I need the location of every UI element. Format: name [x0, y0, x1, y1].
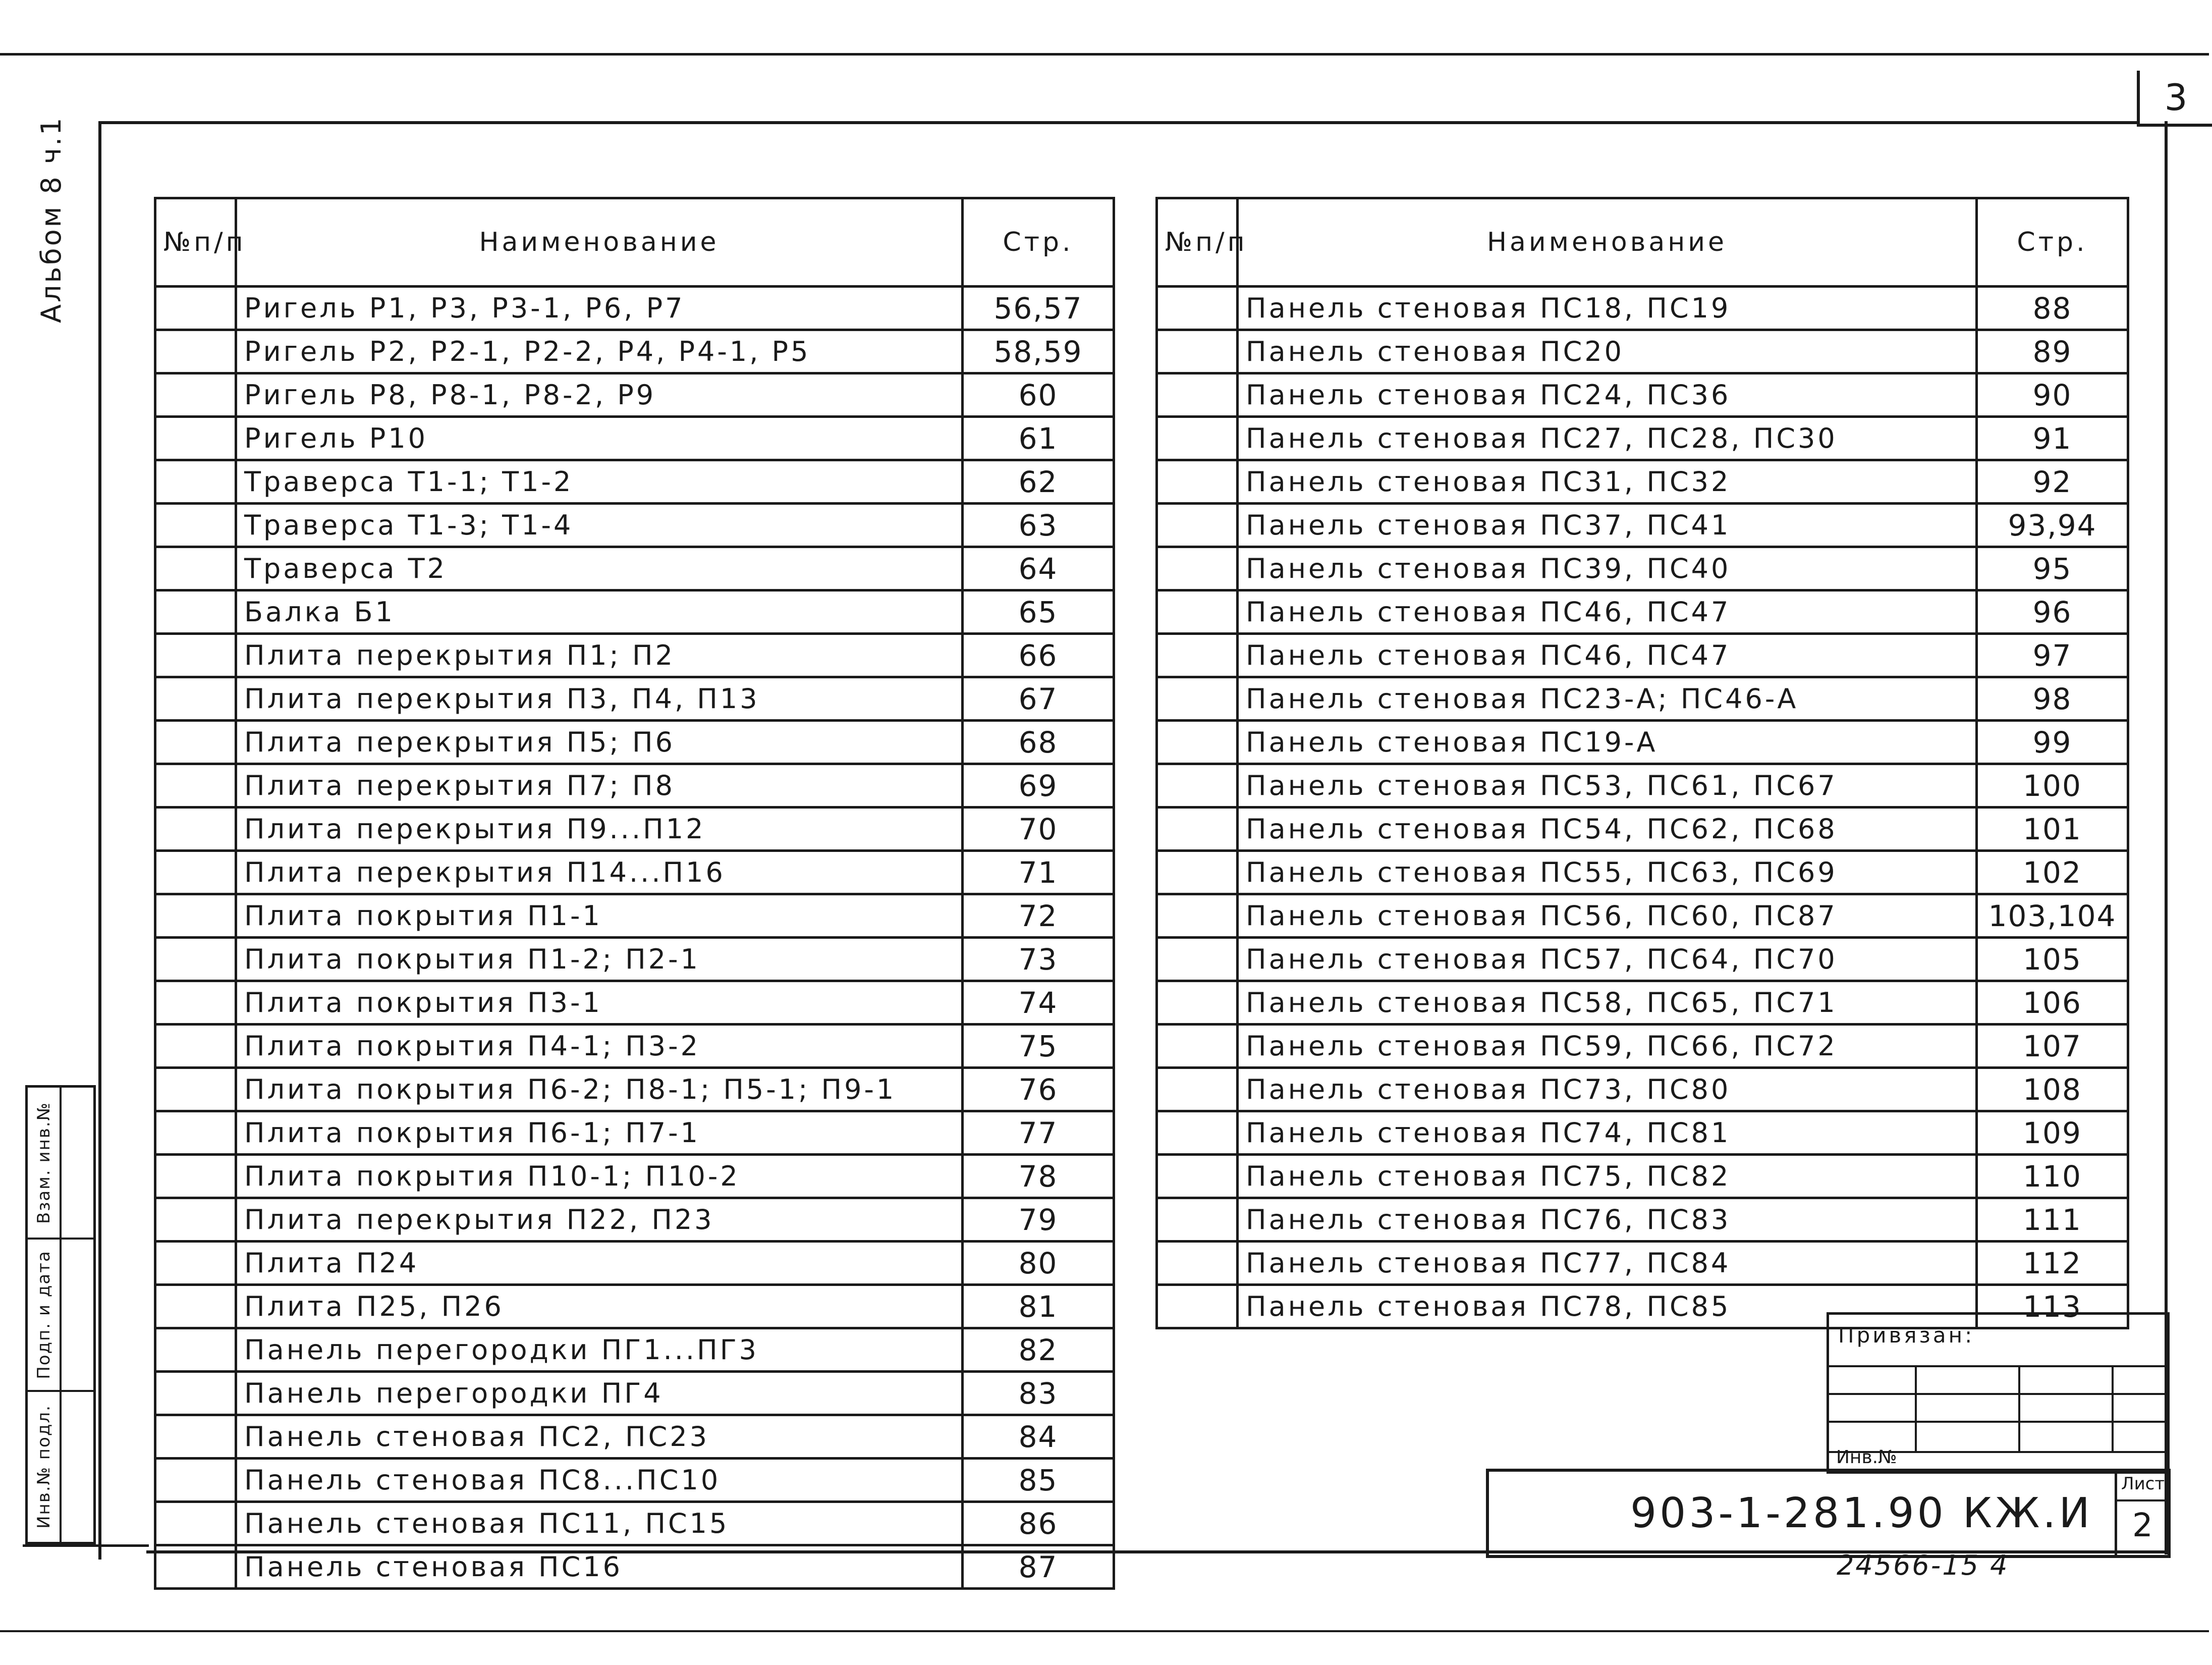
row-number-cell — [155, 1285, 236, 1328]
row-page-cell: 84 — [963, 1415, 1114, 1459]
row-page-cell: 71 — [963, 851, 1114, 894]
row-name-cell: Ригель Р1, Р3, Р3-1, Р6, Р7 — [236, 287, 963, 330]
table-row — [155, 1285, 1114, 1328]
row-name-cell: Ригель Р2, Р2-1, Р2-2, Р4, Р4-1, Р5 — [236, 330, 963, 373]
row-number-cell — [155, 1328, 236, 1372]
table-row — [1157, 808, 2128, 851]
row-number-cell — [155, 1545, 236, 1589]
table-row — [1157, 1111, 2128, 1155]
row-page-cell: 81 — [963, 1285, 1114, 1328]
table-row — [155, 1502, 1114, 1545]
binding-block — [1827, 1312, 2170, 1474]
row-name-cell: Панель стеновая ПС46, ПС47 — [1238, 590, 1977, 634]
title-block — [1486, 1469, 2171, 1558]
header-number: №п/п — [1157, 198, 1238, 287]
sheet-cell — [2115, 1472, 2168, 1555]
side-stamp-cell — [28, 1392, 60, 1542]
row-number-cell — [1157, 1198, 1238, 1242]
side-stamp-values — [62, 1088, 93, 1542]
row-name-cell: Панель стеновая ПС76, ПС83 — [1238, 1198, 1977, 1242]
table-row — [155, 1328, 1114, 1372]
row-name-cell: Плита перекрытия П3, П4, П13 — [236, 677, 963, 721]
side-stamp-labels — [28, 1088, 62, 1542]
table-row — [155, 894, 1114, 938]
row-page-cell: 113 — [1977, 1285, 2128, 1328]
table-row — [155, 504, 1114, 547]
table-row — [1157, 938, 2128, 981]
row-page-cell: 89 — [1977, 330, 2128, 373]
row-name-cell: Панель стеновая ПС24, ПС36 — [1238, 373, 1977, 417]
row-page-cell: 67 — [963, 677, 1114, 721]
row-name-cell: Плита покрытия П4-1; П3-2 — [236, 1025, 963, 1068]
row-name-cell: Панель стеновая ПС57, ПС64, ПС70 — [1238, 938, 1977, 981]
row-number-cell — [155, 1198, 236, 1242]
row-page-cell: 70 — [963, 808, 1114, 851]
row-page-cell: 110 — [1977, 1155, 2128, 1198]
row-name-cell: Панель стеновая ПС8...ПС10 — [236, 1459, 963, 1502]
binding-line — [2018, 1365, 2020, 1451]
row-number-cell — [1157, 417, 1238, 460]
inventory-label: Инв.№ — [1836, 1447, 1897, 1468]
table-row — [1157, 330, 2128, 373]
row-page-cell: 75 — [963, 1025, 1114, 1068]
row-page-cell: 102 — [1977, 851, 2128, 894]
row-number-cell — [1157, 981, 1238, 1025]
row-page-cell: 111 — [1977, 1198, 2128, 1242]
row-page-cell: 85 — [963, 1459, 1114, 1502]
row-page-cell: 108 — [1977, 1068, 2128, 1111]
table-row — [1157, 894, 2128, 938]
table-row — [1157, 764, 2128, 808]
row-name-cell: Плита покрытия П3-1 — [236, 981, 963, 1025]
row-number-cell — [1157, 677, 1238, 721]
header-page: Стр. — [1977, 198, 2128, 287]
row-page-cell: 73 — [963, 938, 1114, 981]
row-number-cell — [1157, 460, 1238, 504]
table-row — [1157, 373, 2128, 417]
row-page-cell: 72 — [963, 894, 1114, 938]
binding-line — [2112, 1365, 2114, 1451]
frame-inner-top-line — [98, 121, 2139, 124]
row-number-cell — [155, 547, 236, 590]
row-number-cell — [155, 1415, 236, 1459]
side-stamp-cell — [28, 1240, 60, 1391]
table-row — [155, 764, 1114, 808]
row-number-cell — [1157, 1155, 1238, 1198]
frame-left-line — [98, 121, 101, 1560]
table-row — [1157, 590, 2128, 634]
row-page-cell: 96 — [1977, 590, 2128, 634]
row-page-cell: 92 — [1977, 460, 2128, 504]
row-number-cell — [1157, 808, 1238, 851]
row-name-cell: Плита покрытия П6-2; П8-1; П5-1; П9-1 — [236, 1068, 963, 1111]
row-number-cell — [1157, 504, 1238, 547]
row-number-cell — [155, 851, 236, 894]
row-number-cell — [155, 330, 236, 373]
row-page-cell: 64 — [963, 547, 1114, 590]
row-page-cell: 90 — [1977, 373, 2128, 417]
row-page-cell: 77 — [963, 1111, 1114, 1155]
row-name-cell: Панель стеновая ПС75, ПС82 — [1238, 1155, 1977, 1198]
contents-table-left — [154, 197, 1115, 1590]
binding-line — [1915, 1365, 1917, 1451]
row-name-cell: Панель стеновая ПС20 — [1238, 330, 1977, 373]
archive-number: 24566-15 4 — [1837, 1549, 2009, 1581]
table-row — [1157, 1198, 2128, 1242]
binding-line — [1829, 1421, 2167, 1423]
side-stamp-cell — [62, 1240, 93, 1391]
row-name-cell: Панель стеновая ПС19-А — [1238, 721, 1977, 764]
table-row — [1157, 981, 2128, 1025]
row-number-cell — [155, 1372, 236, 1415]
table-row — [155, 1025, 1114, 1068]
table-row — [1157, 1155, 2128, 1198]
table-row — [155, 938, 1114, 981]
row-name-cell: Панель стеновая ПС11, ПС15 — [236, 1502, 963, 1545]
row-name-cell: Плита перекрытия П7; П8 — [236, 764, 963, 808]
document-code: 903-1-281.90 КЖ.И — [1630, 1489, 2093, 1537]
row-number-cell — [1157, 330, 1238, 373]
row-number-cell — [1157, 547, 1238, 590]
row-name-cell: Плита покрытия П10-1; П10-2 — [236, 1155, 963, 1198]
row-name-cell: Панель стеновая ПС58, ПС65, ПС71 — [1238, 981, 1977, 1025]
row-page-cell: 99 — [1977, 721, 2128, 764]
row-page-cell: 61 — [963, 417, 1114, 460]
row-number-cell — [155, 1155, 236, 1198]
row-page-cell: 80 — [963, 1242, 1114, 1285]
row-number-cell — [155, 1025, 236, 1068]
row-number-cell — [1157, 851, 1238, 894]
row-page-cell: 86 — [963, 1502, 1114, 1545]
binding-line — [1829, 1393, 2167, 1395]
row-number-cell — [1157, 287, 1238, 330]
table-row — [155, 1459, 1114, 1502]
table-row — [155, 634, 1114, 677]
row-number-cell — [155, 764, 236, 808]
binding-line — [1829, 1365, 2167, 1367]
contents-body-left — [155, 287, 1114, 1589]
row-name-cell: Плита перекрытия П22, П23 — [236, 1198, 963, 1242]
row-name-cell: Панель стеновая ПС73, ПС80 — [1238, 1068, 1977, 1111]
header-number: №п/п — [155, 198, 236, 287]
row-name-cell: Панель стеновая ПС39, ПС40 — [1238, 547, 1977, 590]
row-number-cell — [155, 1068, 236, 1111]
row-name-cell: Панель стеновая ПС2, ПС23 — [236, 1415, 963, 1459]
header-page: Стр. — [963, 198, 1114, 287]
row-page-cell: 88 — [1977, 287, 2128, 330]
table-row — [155, 1372, 1114, 1415]
row-page-cell: 58,59 — [963, 330, 1114, 373]
row-number-cell — [155, 808, 236, 851]
row-number-cell — [1157, 1025, 1238, 1068]
side-stamp-cell — [28, 1088, 60, 1240]
table-row — [155, 851, 1114, 894]
row-page-cell: 106 — [1977, 981, 2128, 1025]
table-row — [155, 1415, 1114, 1459]
row-number-cell — [1157, 894, 1238, 938]
table-row — [1157, 460, 2128, 504]
table-row — [155, 373, 1114, 417]
row-number-cell — [1157, 590, 1238, 634]
table-row — [155, 287, 1114, 330]
row-number-cell — [155, 287, 236, 330]
row-name-cell: Плита покрытия П1-2; П2-1 — [236, 938, 963, 981]
row-page-cell: 100 — [1977, 764, 2128, 808]
row-page-cell: 78 — [963, 1155, 1114, 1198]
row-name-cell: Плита перекрытия П1; П2 — [236, 634, 963, 677]
row-name-cell: Панель стеновая ПС55, ПС63, ПС69 — [1238, 851, 1977, 894]
row-page-cell: 101 — [1977, 808, 2128, 851]
row-name-cell: Панель стеновая ПС59, ПС66, ПС72 — [1238, 1025, 1977, 1068]
row-name-cell: Панель стеновая ПС23-А; ПС46-А — [1238, 677, 1977, 721]
table-row — [1157, 1242, 2128, 1285]
table-row — [1157, 1068, 2128, 1111]
row-page-cell: 112 — [1977, 1242, 2128, 1285]
table-row — [155, 590, 1114, 634]
row-page-cell: 98 — [1977, 677, 2128, 721]
table-row — [155, 1242, 1114, 1285]
row-number-cell — [155, 981, 236, 1025]
row-number-cell — [155, 1111, 236, 1155]
row-number-cell — [155, 1459, 236, 1502]
row-page-cell: 62 — [963, 460, 1114, 504]
row-page-cell: 107 — [1977, 1025, 2128, 1068]
row-number-cell — [1157, 1285, 1238, 1328]
table-row — [155, 1111, 1114, 1155]
row-page-cell: 65 — [963, 590, 1114, 634]
table-row — [155, 1198, 1114, 1242]
row-page-cell: 105 — [1977, 938, 2128, 981]
row-page-cell: 74 — [963, 981, 1114, 1025]
row-page-cell: 83 — [963, 1372, 1114, 1415]
row-number-cell — [1157, 373, 1238, 417]
header-name: Наименование — [1238, 198, 1977, 287]
row-name-cell: Плита перекрытия П5; П6 — [236, 721, 963, 764]
row-name-cell: Плита П24 — [236, 1242, 963, 1285]
row-number-cell — [1157, 1111, 1238, 1155]
table-row — [155, 1155, 1114, 1198]
header-name: Наименование — [236, 198, 963, 287]
row-name-cell: Панель перегородки ПГ1...ПГ3 — [236, 1328, 963, 1372]
row-number-cell — [1157, 764, 1238, 808]
row-name-cell: Панель стеновая ПС56, ПС60, ПС87 — [1238, 894, 1977, 938]
page-number-text: 3 — [2164, 76, 2188, 119]
table-row — [1157, 547, 2128, 590]
row-number-cell — [155, 590, 236, 634]
row-number-cell — [1157, 1242, 1238, 1285]
row-page-cell: 95 — [1977, 547, 2128, 590]
row-page-cell: 109 — [1977, 1111, 2128, 1155]
sheet-number: 2 — [2132, 1507, 2153, 1544]
table-row — [155, 330, 1114, 373]
side-stamp-cell — [62, 1088, 93, 1240]
table-row — [1157, 634, 2128, 677]
table-row — [1157, 287, 2128, 330]
row-page-cell: 103,104 — [1977, 894, 2128, 938]
row-page-cell: 93,94 — [1977, 504, 2128, 547]
row-name-cell: Плита перекрытия П9...П12 — [236, 808, 963, 851]
frame-outer-bottom-line — [0, 1630, 2209, 1632]
row-number-cell — [155, 938, 236, 981]
page-number — [2137, 71, 2212, 127]
table-row — [155, 981, 1114, 1025]
row-number-cell — [155, 417, 236, 460]
row-name-cell: Панель стеновая ПС74, ПС81 — [1238, 1111, 1977, 1155]
row-page-cell: 60 — [963, 373, 1114, 417]
table-header-row — [155, 198, 1114, 287]
row-name-cell: Ригель Р10 — [236, 417, 963, 460]
row-name-cell: Плита покрытия П1-1 — [236, 894, 963, 938]
row-name-cell: Плита перекрытия П14...П16 — [236, 851, 963, 894]
row-number-cell — [155, 894, 236, 938]
row-number-cell — [155, 634, 236, 677]
row-name-cell: Панель стеновая ПС18, ПС19 — [1238, 287, 1977, 330]
row-page-cell: 87 — [963, 1545, 1114, 1589]
row-name-cell: Панель стеновая ПС53, ПС61, ПС67 — [1238, 764, 1977, 808]
row-name-cell: Траверса Т1-3; Т1-4 — [236, 504, 963, 547]
row-page-cell: 76 — [963, 1068, 1114, 1111]
table-row — [1157, 417, 2128, 460]
row-name-cell: Панель стеновая ПС31, ПС32 — [1238, 460, 1977, 504]
side-stamp-cell — [62, 1392, 93, 1542]
row-number-cell — [155, 373, 236, 417]
row-name-cell: Панель стеновая ПС54, ПС62, ПС68 — [1238, 808, 1977, 851]
table-row — [155, 460, 1114, 504]
row-name-cell: Панель стеновая ПС77, ПС84 — [1238, 1242, 1977, 1285]
sheet-divider — [2117, 1499, 2168, 1501]
table-row — [155, 1545, 1114, 1589]
row-name-cell: Траверса Т1-1; Т1-2 — [236, 460, 963, 504]
table-row — [155, 808, 1114, 851]
row-number-cell — [155, 460, 236, 504]
row-page-cell: 68 — [963, 721, 1114, 764]
table-row — [1157, 677, 2128, 721]
row-number-cell — [1157, 1068, 1238, 1111]
side-stamp-replace-inv: Взам. инв.№ — [33, 1101, 54, 1224]
table-header-row — [1157, 198, 2128, 287]
row-page-cell: 63 — [963, 504, 1114, 547]
table-row — [1157, 1025, 2128, 1068]
row-number-cell — [155, 677, 236, 721]
side-stamp-sign-date: Подп. и дата — [33, 1250, 54, 1379]
row-number-cell — [155, 1242, 236, 1285]
row-name-cell: Ригель Р8, Р8-1, Р8-2, Р9 — [236, 373, 963, 417]
row-number-cell — [155, 504, 236, 547]
row-page-cell: 69 — [963, 764, 1114, 808]
row-number-cell — [1157, 938, 1238, 981]
row-name-cell: Плита П25, П26 — [236, 1285, 963, 1328]
frame-outer-left-line — [23, 1544, 149, 1547]
album-label: Альбом 8 ч.1 — [35, 116, 67, 323]
row-name-cell: Плита покрытия П6-1; П7-1 — [236, 1111, 963, 1155]
row-name-cell: Траверса Т2 — [236, 547, 963, 590]
table-row — [1157, 851, 2128, 894]
contents-body-right — [1157, 287, 2128, 1328]
row-page-cell: 66 — [963, 634, 1114, 677]
table-row — [155, 677, 1114, 721]
row-name-cell: Панель стеновая ПС16 — [236, 1545, 963, 1589]
table-row — [155, 1068, 1114, 1111]
row-number-cell — [1157, 634, 1238, 677]
row-name-cell: Балка Б1 — [236, 590, 963, 634]
contents-table-right — [1155, 197, 2129, 1329]
binding-title: Привязан: — [1838, 1323, 1975, 1348]
row-name-cell: Панель стеновая ПС78, ПС85 — [1238, 1285, 1977, 1328]
row-name-cell: Панель стеновая ПС37, ПС41 — [1238, 504, 1977, 547]
row-number-cell — [155, 1502, 236, 1545]
row-page-cell: 97 — [1977, 634, 2128, 677]
row-page-cell: 82 — [963, 1328, 1114, 1372]
sheet-label: Лист — [2121, 1474, 2165, 1494]
table-row — [155, 721, 1114, 764]
table-row — [1157, 721, 2128, 764]
row-page-cell: 56,57 — [963, 287, 1114, 330]
side-stamp — [25, 1085, 96, 1544]
row-number-cell — [1157, 721, 1238, 764]
table-row — [155, 417, 1114, 460]
table-row — [155, 547, 1114, 590]
table-row — [1157, 504, 2128, 547]
row-name-cell: Панель стеновая ПС46, ПС47 — [1238, 634, 1977, 677]
frame-top-line — [0, 53, 2209, 56]
row-name-cell: Панель перегородки ПГ4 — [236, 1372, 963, 1415]
row-name-cell: Панель стеновая ПС27, ПС28, ПС30 — [1238, 417, 1977, 460]
row-page-cell: 91 — [1977, 417, 2128, 460]
row-page-cell: 79 — [963, 1198, 1114, 1242]
row-number-cell — [155, 721, 236, 764]
side-stamp-orig-inv: Инв.№ подл. — [33, 1405, 54, 1529]
